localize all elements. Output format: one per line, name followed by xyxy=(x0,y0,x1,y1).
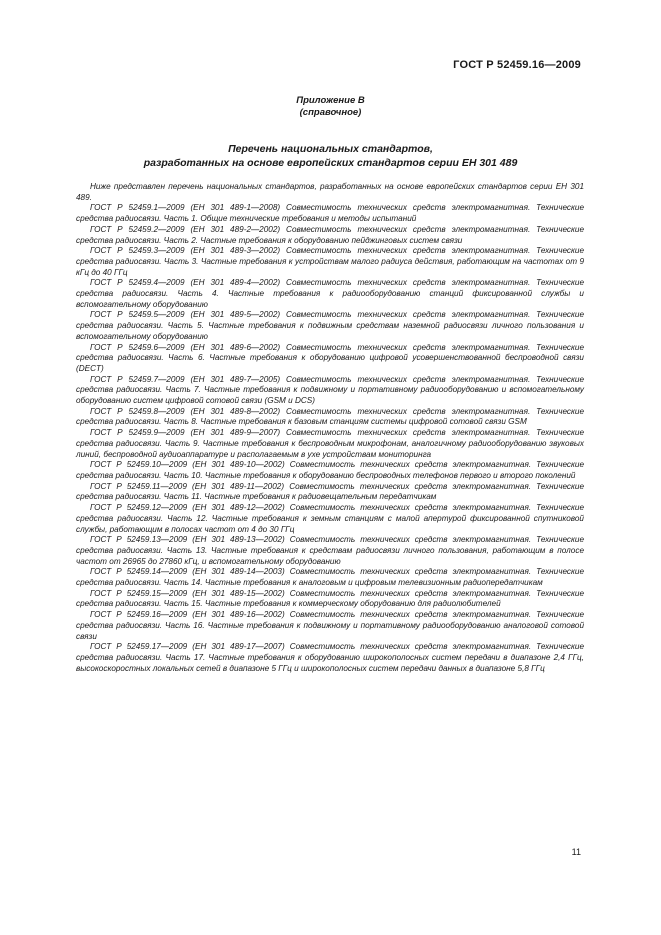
list-item: ГОСТ Р 52459.1—2009 (ЕН 301 489-1—2008) Совместимость технических средств электромагнитная. Технические средства радиосвязи. Часть 1. Общие технические требования и методы испытаний xyxy=(76,203,584,224)
list-item: ГОСТ Р 52459.8—2009 (ЕН 301 489-8—2002) Совместимость технических средств электромагнитная. Технические средства радиосвязи. Часть 8. Частные требования к базовым станциям системы цифровой сотовой связи GSM xyxy=(76,406,584,427)
list-item: ГОСТ Р 52459.11—2009 (ЕН 301 489-11—2002) Совместимость технических средств электромагнитная. Технические средства радиосвязи. Часть 11. Частные требования к радиовещательным передатчикам xyxy=(76,481,584,502)
list-item: ГОСТ Р 52459.3—2009 (ЕН 301 489-3—2002) Совместимость технических средств электромагнитная. Технические средства радиосвязи. Часть 3. Частные требования к устройствам малого радиуса действия, работающим на частотах от 9 кГц до 40 ГГц xyxy=(76,246,584,277)
list-item: ГОСТ Р 52459.10—2009 (ЕН 301 489-10—2002) Совместимость технических средств электромагнитная. Технические средства радиосвязи. Часть 10. Частные требования к оборудованию беспроводных телефонов первого и второго поколений xyxy=(76,460,584,480)
list-item: ГОСТ Р 52459.14—2009 (ЕН 301 489-14—2003) Совместимость технических средств электромагнитная. Технические средства радиосвязи. Часть 14. Частные требования к аналоговым и цифровым телевизионным радиопередатчикам xyxy=(76,567,584,588)
appendix-kind: (справочное) xyxy=(299,107,362,118)
list-item: ГОСТ Р 52459.13—2009 (ЕН 301 489-13—2002) Совместимость технических средств электромагнитная. Технические средства радиосвязи. Часть 13. Частные требования к средствам радиосвязи личного пользования, работающим в полосе частот от 26965 до 27860 кГц, и вспомогательному оборудованию xyxy=(76,535,584,566)
standard-code-header: ГОСТ Р 52459.16—2009 xyxy=(453,59,581,71)
section-title-line-2: разработанных на основе европейских стандартов серии ЕН 301 489 xyxy=(143,157,518,169)
intro-paragraph: Ниже представлен перечень национальных стандартов, разработанных на основе европейских стандартов серии ЕН 301 489. xyxy=(76,182,584,202)
page-number: 11 xyxy=(571,847,581,857)
standards-list xyxy=(76,182,584,674)
section-title-line-1: Перечень национальных стандартов, xyxy=(228,143,433,155)
list-item: ГОСТ Р 52459.15—2009 (ЕН 301 489-15—2002) Совместимость технических средств электромагнитная. Технические средства радиосвязи. Часть 15. Частные требования к коммерческому оборудованию для радиолюбителей xyxy=(76,588,584,609)
list-item: ГОСТ Р 52459.5—2009 (ЕН 301 489-5—2002) Совместимость технических средств электромагнитная. Технические средства радиосвязи. Часть 5. Частные требования к подвижным средствам наземной радиосвязи личного пользования и вспомогательному оборудованию xyxy=(76,310,584,341)
list-item: ГОСТ Р 52459.2—2009 (ЕН 301 489-2—2002) Совместимость технических средств электромагнитная. Технические средства радиосвязи. Часть 2. Частные требования к оборудованию пейджинговых систем связи xyxy=(76,224,584,245)
list-item: ГОСТ Р 52459.6—2009 (ЕН 301 489-6—2002) Совместимость технических средств электромагнитная. Технические средства радиосвязи. Часть 6. Частные требования к оборудованию цифровой усовершенствованной беспроводной связи (DECT) xyxy=(76,342,584,373)
list-item: ГОСТ Р 52459.17—2009 (ЕН 301 489-17—2007) Совместимость технических средств электромагнитная. Технические средства радиосвязи. Часть 17. Частные требования к оборудованию широкополосных систем передачи в диапазоне 2,4 ГГц, высокоскоростных локальных сетей в диапазоне 5 ГГц и широкополосных систем передачи данных в диапазоне 5,8 ГГц xyxy=(76,642,584,673)
list-item: ГОСТ Р 52459.7—2009 (ЕН 301 489-7—2005) Совместимость технических средств электромагнитная. Технические средства радиосвязи. Часть 7. Частные требования к подвижному и портативному радиооборудованию и вспомогательному оборудованию систем цифровой сотовой связи (GSM и DCS) xyxy=(76,374,584,406)
list-item: ГОСТ Р 52459.16—2009 (ЕН 301 489-16—2002) Совместимость технических средств электромагнитная. Технические средства радиосвязи. Часть 16. Частные требования к подвижному и портативному радиооборудованию аналоговой сотовой связи xyxy=(76,610,584,641)
appendix-label: Приложение В xyxy=(296,95,365,106)
list-item: ГОСТ Р 52459.12—2009 (ЕН 301 489-12—2002) Совместимость технических средств электромагнитная. Технические средства радиосвязи. Часть 12. Частные требования к земным станциям с малой апертурой фиксированной спутниковой службы, работающим в полосах частот от 4 до 30 ГГц xyxy=(76,503,584,534)
list-item: ГОСТ Р 52459.9—2009 (ЕН 301 489-9—2007) Совместимость технических средств электромагнитная. Технические средства радиосвязи. Часть 9. Частные требования к беспроводным микрофонам, аналогичному радиооборудованию звуковых линий, беспроводной аудиоаппаратуре и располагаемым в ухе устройствам мониторинга xyxy=(76,428,584,459)
list-item: ГОСТ Р 52459.4—2009 (ЕН 301 489-4—2002) Совместимость технических средств электромагнитная. Технические средства радиосвязи. Часть 4. Частные требования к радиооборудованию станций фиксированной службы и вспомогательному оборудованию xyxy=(76,278,584,309)
